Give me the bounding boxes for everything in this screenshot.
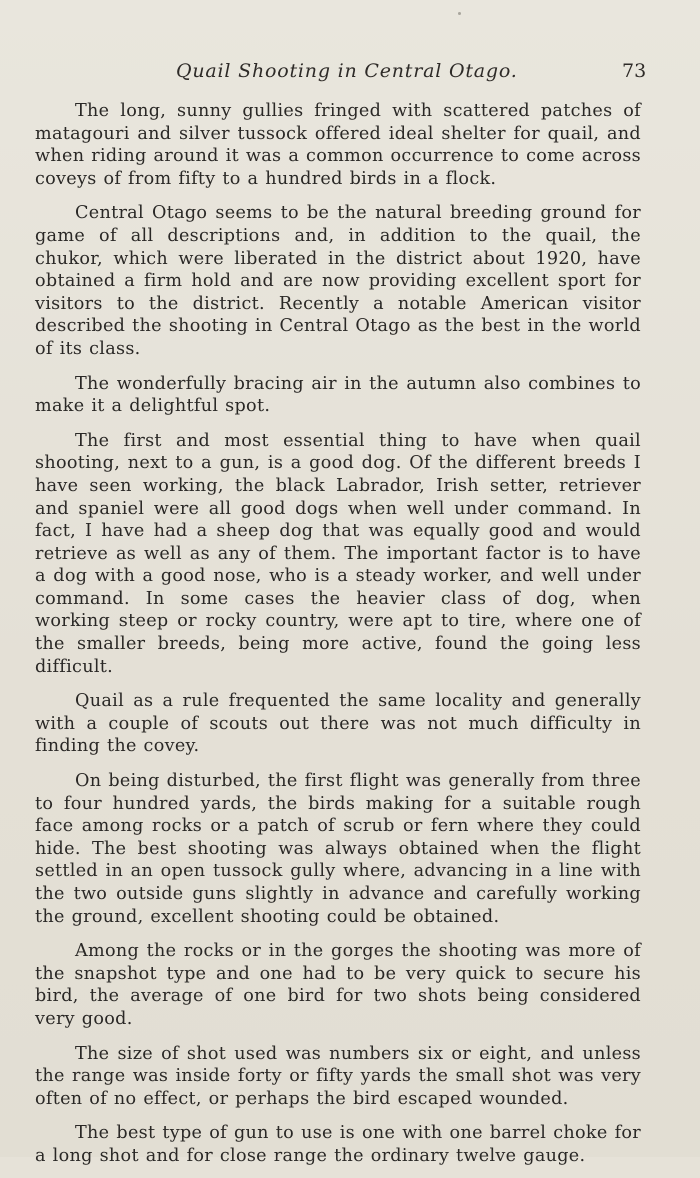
page-number: 73: [622, 60, 647, 82]
paragraph-dogs: The first and most essential thing to have when quail shooting, next to a gun, is a good dog. Of the different breeds I have seen working, the black Labrador, Irish setter, retriever and spaniel were all good dogs when well under command. In fact, I have had a sheep dog that was equally good and would retrieve as well as any of them. The important factor is to have a dog with a good nose, who is a steady worker, and well under command. In some cases the heavier class of dog, when working steep or rocky country, were apt to tire, where one of the smaller breeds, being more active, found the going less difficult.: [35, 430, 641, 677]
paper-speck: [458, 12, 461, 15]
paragraph-quail-habitat: The long, sunny gullies fringed with scattered patches of matagouri and silver tussock offered ideal shelter for quail, and when riding around it was a common occurrence to come across coveys of from fifty to a hundred birds in a flock.: [35, 101, 641, 189]
paragraph-breeding-ground: Central Otago seems to be the natural breeding ground for game of all descriptions and, in addition to the quail, the chukor, which were liberated in the district about 1920, have obtained a firm hold and are now providing excellent sport for visitors to the district. Recently a notable American visitor described the shooting in Central Otago as the best in the world of its class.: [35, 203, 641, 359]
paragraph-snapshot-shooting: Among the rocks or in the gorges the shooting was more of the snapshot type and one had to be very quick to secure his bird, the average of one bird for two shots being considered very good.: [35, 941, 641, 1029]
paragraph-bracing-air: The wonderfully bracing air in the autumn also combines to make it a delightful spot.: [35, 373, 641, 417]
page-header: [0, 60, 700, 86]
body-text: [35, 100, 641, 1178]
paragraph-shot-size: The size of shot used was numbers six or eight, and unless the range was inside forty or fifty yards the small shot was very often of no effect, or perhaps the bird escaped wounded.: [35, 1043, 641, 1109]
paragraph-first-flight: On being disturbed, the first flight was generally from three to four hundred yards, the birds making for a suitable rough face among rocks or a patch of scrub or fern where they could hide. The best shooting was always obtained when the flight settled in an open tussock gully where, advancing in a line with the two outside guns slightly in advance and carefully working the ground, excellent shooting could be obtained.: [35, 771, 641, 927]
paragraph-gun-type: The best type of gun to use is one with one barrel choke for a long shot and for close range the ordinary twelve gauge.: [35, 1123, 641, 1166]
running-title: Quail Shooting in Central Otago.: [176, 60, 518, 82]
paragraph-finding-covey: Quail as a rule frequented the same locality and generally with a couple of scouts out there was not much difficulty in finding the covey.: [35, 691, 641, 757]
